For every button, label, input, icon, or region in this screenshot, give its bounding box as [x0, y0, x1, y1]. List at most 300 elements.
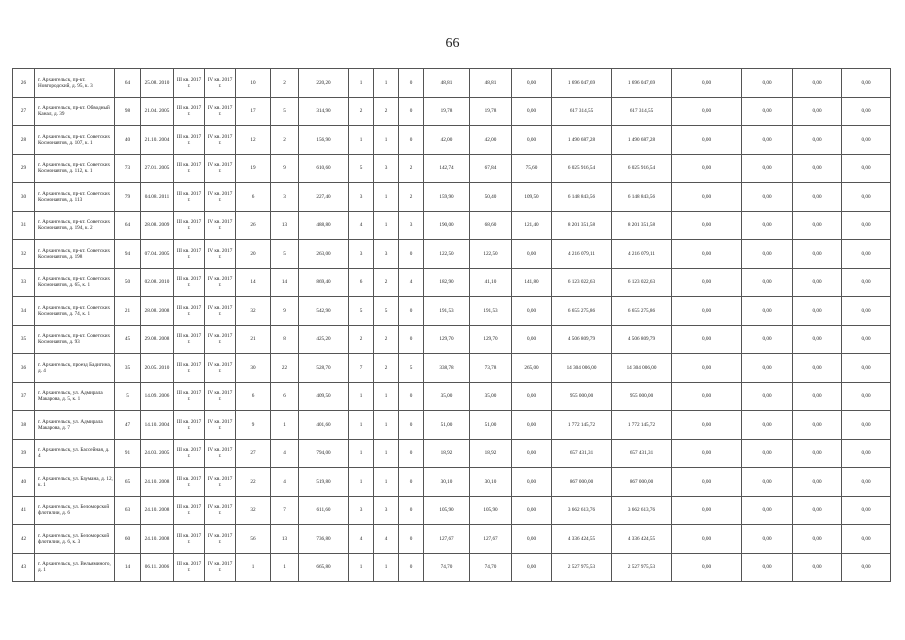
table-cell: 1: [349, 382, 374, 411]
table-cell: 42: [13, 525, 35, 554]
table-cell: 27: [13, 97, 35, 126]
table-cell: 0,00: [793, 126, 842, 155]
table-cell: III кв. 2017 г.: [174, 354, 205, 383]
table-cell: 0,00: [842, 411, 891, 440]
table-cell: III кв. 2017 г.: [174, 268, 205, 297]
table-cell: 5: [271, 97, 299, 126]
table-cell: 22: [271, 354, 299, 383]
table-cell: 0,00: [672, 268, 742, 297]
table-cell: 3: [349, 240, 374, 269]
table-cell: 0,00: [512, 297, 552, 326]
table-cell: 0,00: [842, 97, 891, 126]
table-cell: 18,92: [470, 439, 512, 468]
table-cell: 0,00: [793, 354, 842, 383]
table-cell: 263,00: [299, 240, 349, 269]
table-cell: 13: [271, 525, 299, 554]
address-cell: г. Архангельск, пр-кт. Советских Космонавтов, д. 107, к. 1: [35, 126, 115, 155]
table-cell: 68,60: [470, 211, 512, 240]
table-cell: III кв. 2017 г.: [174, 69, 205, 98]
table-cell: 6 148 843,56: [552, 183, 612, 212]
table-cell: 94: [115, 240, 141, 269]
table-row: [13, 154, 891, 183]
address-cell: г. Архангельск, ул. Беломорской флотилии, д. 6: [35, 496, 115, 525]
table-cell: 1: [374, 553, 399, 582]
table-cell: 0,00: [842, 553, 891, 582]
table-cell: 0,00: [512, 496, 552, 525]
address-cell: г. Архангельск, ул. Баумана, д. 12, к. 1: [35, 468, 115, 497]
table-cell: 10: [236, 69, 271, 98]
table-cell: 0: [399, 525, 424, 554]
register-table: [12, 68, 891, 582]
table-cell: 2: [399, 183, 424, 212]
table-cell: 0,00: [793, 468, 842, 497]
table-cell: 0,00: [742, 354, 793, 383]
table-cell: 1: [374, 468, 399, 497]
table-cell: 24.03. 2005: [141, 439, 174, 468]
table-cell: 4 506 809,79: [552, 325, 612, 354]
table-cell: 0,00: [512, 97, 552, 126]
table-cell: 14 304 006,00: [612, 354, 672, 383]
table-cell: 338,78: [424, 354, 470, 383]
table-cell: IV кв. 2017 г.: [205, 297, 236, 326]
table-cell: 0,00: [742, 325, 793, 354]
table-row: [13, 468, 891, 497]
table-cell: 24.10. 2008: [141, 525, 174, 554]
table-cell: 20.05. 2010: [141, 354, 174, 383]
table-cell: 528,70: [299, 354, 349, 383]
table-cell: 1: [374, 126, 399, 155]
table-cell: 0,00: [672, 183, 742, 212]
table-cell: 0,00: [742, 411, 793, 440]
table-cell: 1: [349, 126, 374, 155]
table-cell: 0,00: [793, 553, 842, 582]
table-cell: IV кв. 2017 г.: [205, 411, 236, 440]
table-cell: 2: [374, 354, 399, 383]
table-cell: 0,00: [842, 525, 891, 554]
table-cell: 14: [271, 268, 299, 297]
table-cell: 38: [13, 411, 35, 440]
table-cell: 14 304 006,00: [552, 354, 612, 383]
table-cell: 1 772 145,72: [552, 411, 612, 440]
table-cell: 0,00: [512, 553, 552, 582]
address-cell: г. Архангельск, проезд Бадигина, д. 4: [35, 354, 115, 383]
table-cell: 0,00: [742, 154, 793, 183]
table-cell: 1: [374, 183, 399, 212]
table-cell: 41: [13, 496, 35, 525]
table-cell: 8: [271, 325, 299, 354]
address-cell: г. Архангельск, ул. Адмирала Макарова, д. 7: [35, 411, 115, 440]
table-cell: 33: [13, 268, 35, 297]
table-row: [13, 126, 891, 155]
table-cell: 0,00: [742, 496, 793, 525]
table-cell: 3: [399, 211, 424, 240]
table-cell: 182,90: [424, 268, 470, 297]
table-cell: 3: [374, 496, 399, 525]
table-cell: 0,00: [842, 468, 891, 497]
table-cell: 3: [349, 183, 374, 212]
table-cell: IV кв. 2017 г.: [205, 126, 236, 155]
table-cell: IV кв. 2017 г.: [205, 439, 236, 468]
table-cell: 1: [349, 69, 374, 98]
table-cell: IV кв. 2017 г.: [205, 240, 236, 269]
address-cell: г. Архангельск, ул. Адмирала Макарова, д. 5, к. 1: [35, 382, 115, 411]
table-cell: IV кв. 2017 г.: [205, 525, 236, 554]
table-cell: 0,00: [742, 211, 793, 240]
table-cell: IV кв. 2017 г.: [205, 69, 236, 98]
table-cell: 0: [399, 297, 424, 326]
table-cell: 36: [13, 354, 35, 383]
table-cell: 794,00: [299, 439, 349, 468]
table-cell: 0,00: [793, 69, 842, 98]
table-cell: 0: [399, 126, 424, 155]
table-cell: 425,20: [299, 325, 349, 354]
table-cell: 0,00: [742, 382, 793, 411]
table-cell: 0,00: [512, 325, 552, 354]
page-number: 66: [445, 36, 460, 51]
table-cell: 0,00: [672, 154, 742, 183]
table-cell: 0,00: [842, 69, 891, 98]
table-cell: III кв. 2017 г.: [174, 97, 205, 126]
table-cell: 488,80: [299, 211, 349, 240]
table-cell: 127,67: [424, 525, 470, 554]
table-cell: 0,00: [793, 183, 842, 212]
table-cell: 4 216 079,11: [552, 240, 612, 269]
table-cell: IV кв. 2017 г.: [205, 468, 236, 497]
table-cell: 28: [13, 126, 35, 155]
table-cell: 1 490 687,28: [612, 126, 672, 155]
table-cell: 22: [236, 468, 271, 497]
table-cell: 32: [236, 496, 271, 525]
table-cell: 0: [399, 411, 424, 440]
table-cell: 220,20: [299, 69, 349, 98]
table-cell: 0,00: [793, 97, 842, 126]
table-cell: 43: [13, 553, 35, 582]
table-cell: 0,00: [742, 69, 793, 98]
table-cell: 32: [236, 297, 271, 326]
table-cell: 6 655 275,86: [612, 297, 672, 326]
table-cell: 4: [271, 439, 299, 468]
table-cell: 2 527 975,53: [552, 553, 612, 582]
table-cell: 0,00: [793, 154, 842, 183]
table-cell: 8 201 351,58: [552, 211, 612, 240]
table-cell: 0,00: [742, 183, 793, 212]
table-cell: 4 336 424,55: [612, 525, 672, 554]
table-cell: 35: [13, 325, 35, 354]
table-cell: 14.09. 2006: [141, 382, 174, 411]
table-cell: 0,00: [672, 297, 742, 326]
table-cell: 0: [399, 439, 424, 468]
table-cell: III кв. 2017 г.: [174, 211, 205, 240]
table-cell: 0,00: [742, 268, 793, 297]
table-cell: 2: [271, 69, 299, 98]
table-cell: 0,00: [672, 525, 742, 554]
table-cell: III кв. 2017 г.: [174, 468, 205, 497]
table-cell: 21: [115, 297, 141, 326]
table-cell: 47: [115, 411, 141, 440]
table-cell: 869,40: [299, 268, 349, 297]
table-cell: 105,90: [470, 496, 512, 525]
table-cell: 13: [271, 211, 299, 240]
table-cell: 109,50: [512, 183, 552, 212]
table-cell: 07.04. 2005: [141, 240, 174, 269]
table-cell: 32: [13, 240, 35, 269]
table-cell: 867 000,00: [552, 468, 612, 497]
table-row: [13, 268, 891, 297]
address-cell: г. Архангельск, пр-кт. Советских Космонавтов, д. 194, к. 2: [35, 211, 115, 240]
table-cell: 6 025 916,54: [552, 154, 612, 183]
table-cell: 0,00: [793, 496, 842, 525]
table-row: [13, 69, 891, 98]
table-cell: IV кв. 2017 г.: [205, 154, 236, 183]
table-cell: III кв. 2017 г.: [174, 183, 205, 212]
table-cell: 12: [236, 126, 271, 155]
table-cell: 1 696 047,69: [612, 69, 672, 98]
table-cell: III кв. 2017 г.: [174, 382, 205, 411]
table-cell: 1: [349, 468, 374, 497]
table-cell: 3: [374, 240, 399, 269]
table-cell: 121,40: [512, 211, 552, 240]
table-cell: 0,00: [512, 468, 552, 497]
table-cell: 0,00: [793, 240, 842, 269]
table-cell: 129,70: [424, 325, 470, 354]
table-cell: 542,90: [299, 297, 349, 326]
table-cell: 0: [399, 496, 424, 525]
table-cell: 0,00: [672, 240, 742, 269]
table-cell: 0,00: [793, 411, 842, 440]
table-cell: 9: [271, 297, 299, 326]
table-cell: 6: [271, 382, 299, 411]
table-row: [13, 439, 891, 468]
table-cell: 21: [236, 325, 271, 354]
table-cell: 31: [13, 211, 35, 240]
table-cell: 5: [399, 354, 424, 383]
table-cell: 20: [236, 240, 271, 269]
table-cell: 0,00: [672, 496, 742, 525]
table-cell: IV кв. 2017 г.: [205, 496, 236, 525]
table-cell: 0,00: [672, 382, 742, 411]
address-cell: г. Архангельск, ул. Бассейная, д. 4: [35, 439, 115, 468]
table-cell: 4: [271, 468, 299, 497]
table-row: [13, 97, 891, 126]
table-cell: 35,00: [470, 382, 512, 411]
table-cell: 28.08. 2008: [141, 297, 174, 326]
table-body: [13, 69, 891, 582]
table-cell: 0,00: [672, 97, 742, 126]
table-cell: 35: [115, 354, 141, 383]
table-cell: 24.10. 2008: [141, 468, 174, 497]
table-cell: 401,60: [299, 411, 349, 440]
table-cell: 9: [271, 154, 299, 183]
table-cell: 2: [374, 97, 399, 126]
table-cell: 0,00: [842, 354, 891, 383]
table-cell: 14.10. 2004: [141, 411, 174, 440]
table-cell: 0,00: [742, 525, 793, 554]
table-cell: 159,90: [424, 183, 470, 212]
table-cell: 2 527 975,53: [612, 553, 672, 582]
table-cell: 7: [349, 354, 374, 383]
table-cell: 50: [115, 268, 141, 297]
table-cell: 19,78: [470, 97, 512, 126]
table-cell: 519,80: [299, 468, 349, 497]
table-cell: III кв. 2017 г.: [174, 525, 205, 554]
table-cell: 1: [271, 411, 299, 440]
table-cell: 67,84: [470, 154, 512, 183]
table-cell: 27: [236, 439, 271, 468]
table-cell: 617 314,55: [612, 97, 672, 126]
table-cell: 0,00: [512, 439, 552, 468]
table-cell: 0,00: [672, 126, 742, 155]
table-cell: 24.10. 2008: [141, 496, 174, 525]
table-cell: 6 025 916,54: [612, 154, 672, 183]
table-cell: 18,92: [424, 439, 470, 468]
table-cell: IV кв. 2017 г.: [205, 97, 236, 126]
table-cell: III кв. 2017 г.: [174, 325, 205, 354]
table-cell: 0,00: [512, 126, 552, 155]
table-cell: IV кв. 2017 г.: [205, 553, 236, 582]
table-cell: 867 000,00: [612, 468, 672, 497]
table-cell: 1: [271, 553, 299, 582]
table-cell: 0,00: [742, 126, 793, 155]
table-cell: 3: [349, 496, 374, 525]
table-cell: 0,00: [672, 211, 742, 240]
table-row: [13, 240, 891, 269]
table-cell: 1: [349, 553, 374, 582]
table-cell: 1 490 687,28: [552, 126, 612, 155]
table-cell: 5: [374, 297, 399, 326]
table-cell: 736,80: [299, 525, 349, 554]
table-cell: 3 662 613,76: [612, 496, 672, 525]
table-cell: 3: [271, 183, 299, 212]
table-cell: III кв. 2017 г.: [174, 240, 205, 269]
table-row: [13, 525, 891, 554]
table-cell: III кв. 2017 г.: [174, 439, 205, 468]
table-cell: 7: [271, 496, 299, 525]
table-cell: 73: [115, 154, 141, 183]
table-cell: 29: [13, 154, 35, 183]
table-cell: 0,00: [672, 411, 742, 440]
table-cell: 0,00: [842, 126, 891, 155]
address-cell: г. Архангельск, пр-кт. Новгородский, д. 95, к. 3: [35, 69, 115, 98]
table-cell: 4: [349, 211, 374, 240]
table-cell: 122,50: [470, 240, 512, 269]
table-cell: IV кв. 2017 г.: [205, 211, 236, 240]
table-row: [13, 183, 891, 212]
table-cell: 30,10: [470, 468, 512, 497]
table-cell: 30: [236, 354, 271, 383]
table-cell: 0,00: [672, 354, 742, 383]
table-cell: 955 000,00: [612, 382, 672, 411]
table-cell: 0: [399, 553, 424, 582]
table-cell: 191,53: [470, 297, 512, 326]
table-cell: 1: [349, 411, 374, 440]
table-cell: 40: [13, 468, 35, 497]
table-cell: 73,78: [470, 354, 512, 383]
table-cell: 6: [236, 183, 271, 212]
table-cell: 409,50: [299, 382, 349, 411]
table-cell: 14: [236, 268, 271, 297]
table-cell: 26: [13, 69, 35, 98]
table-cell: 0,00: [842, 439, 891, 468]
table-cell: 04.08. 2011: [141, 183, 174, 212]
table-cell: 17: [236, 97, 271, 126]
table-cell: 0: [399, 325, 424, 354]
table-cell: 129,70: [470, 325, 512, 354]
table-cell: 156,90: [299, 126, 349, 155]
address-cell: г. Архангельск, пр-кт. Советских Космонавтов, д. 65, к. 1: [35, 268, 115, 297]
table-cell: 45: [115, 325, 141, 354]
table-cell: 0,00: [512, 525, 552, 554]
table-row: [13, 354, 891, 383]
table-cell: 0,00: [842, 211, 891, 240]
table-cell: IV кв. 2017 г.: [205, 382, 236, 411]
table-cell: 6 655 275,86: [552, 297, 612, 326]
table-row: [13, 496, 891, 525]
table-cell: 63: [115, 496, 141, 525]
table-cell: 265,00: [512, 354, 552, 383]
table-cell: 0,00: [742, 97, 793, 126]
table-cell: 0,00: [793, 268, 842, 297]
table-cell: 0: [399, 240, 424, 269]
table-cell: 74,70: [470, 553, 512, 582]
address-cell: г. Архангельск, пр-кт. Советских Космонавтов, д. 74, к. 1: [35, 297, 115, 326]
table-cell: 0,00: [672, 325, 742, 354]
table-cell: 06.11. 2006: [141, 553, 174, 582]
table-cell: 14: [115, 553, 141, 582]
table-cell: 0,00: [512, 69, 552, 98]
table-cell: 0,00: [793, 525, 842, 554]
table-cell: 0: [399, 468, 424, 497]
table-cell: 26: [236, 211, 271, 240]
table-cell: 42,00: [470, 126, 512, 155]
table-cell: 98: [115, 97, 141, 126]
table-cell: 50,40: [470, 183, 512, 212]
table-cell: 0,00: [512, 411, 552, 440]
table-cell: 74,70: [424, 553, 470, 582]
table-cell: IV кв. 2017 г.: [205, 354, 236, 383]
table-cell: 19: [236, 154, 271, 183]
table-cell: 127,67: [470, 525, 512, 554]
table-cell: 0,00: [742, 240, 793, 269]
table-cell: 0,00: [742, 439, 793, 468]
table-cell: 4: [374, 525, 399, 554]
table-cell: 611,60: [299, 496, 349, 525]
table-cell: 6: [236, 382, 271, 411]
table-cell: 0,00: [842, 154, 891, 183]
table-cell: 48,81: [470, 69, 512, 98]
table-cell: 1 696 047,69: [552, 69, 612, 98]
table-cell: 0: [399, 382, 424, 411]
table-cell: 30: [13, 183, 35, 212]
table-cell: 0,00: [793, 325, 842, 354]
table-cell: 4: [399, 268, 424, 297]
address-cell: г. Архангельск, пр-кт. Советских Космонавтов, д. 113: [35, 183, 115, 212]
table-cell: 0,00: [672, 69, 742, 98]
table-cell: 1: [374, 411, 399, 440]
table-row: [13, 297, 891, 326]
table-cell: 1: [374, 69, 399, 98]
table-cell: 0,00: [793, 211, 842, 240]
table-cell: 79: [115, 183, 141, 212]
table-row: [13, 382, 891, 411]
table-cell: 40: [115, 126, 141, 155]
table-cell: 0,00: [842, 382, 891, 411]
table-cell: 0,00: [842, 183, 891, 212]
address-cell: г. Архангельск, ул. Беломорской флотилии, д. 6, к. 3: [35, 525, 115, 554]
table-cell: 191,53: [424, 297, 470, 326]
table-cell: III кв. 2017 г.: [174, 154, 205, 183]
table-cell: 27.01. 2005: [141, 154, 174, 183]
table-cell: 4 336 424,55: [552, 525, 612, 554]
